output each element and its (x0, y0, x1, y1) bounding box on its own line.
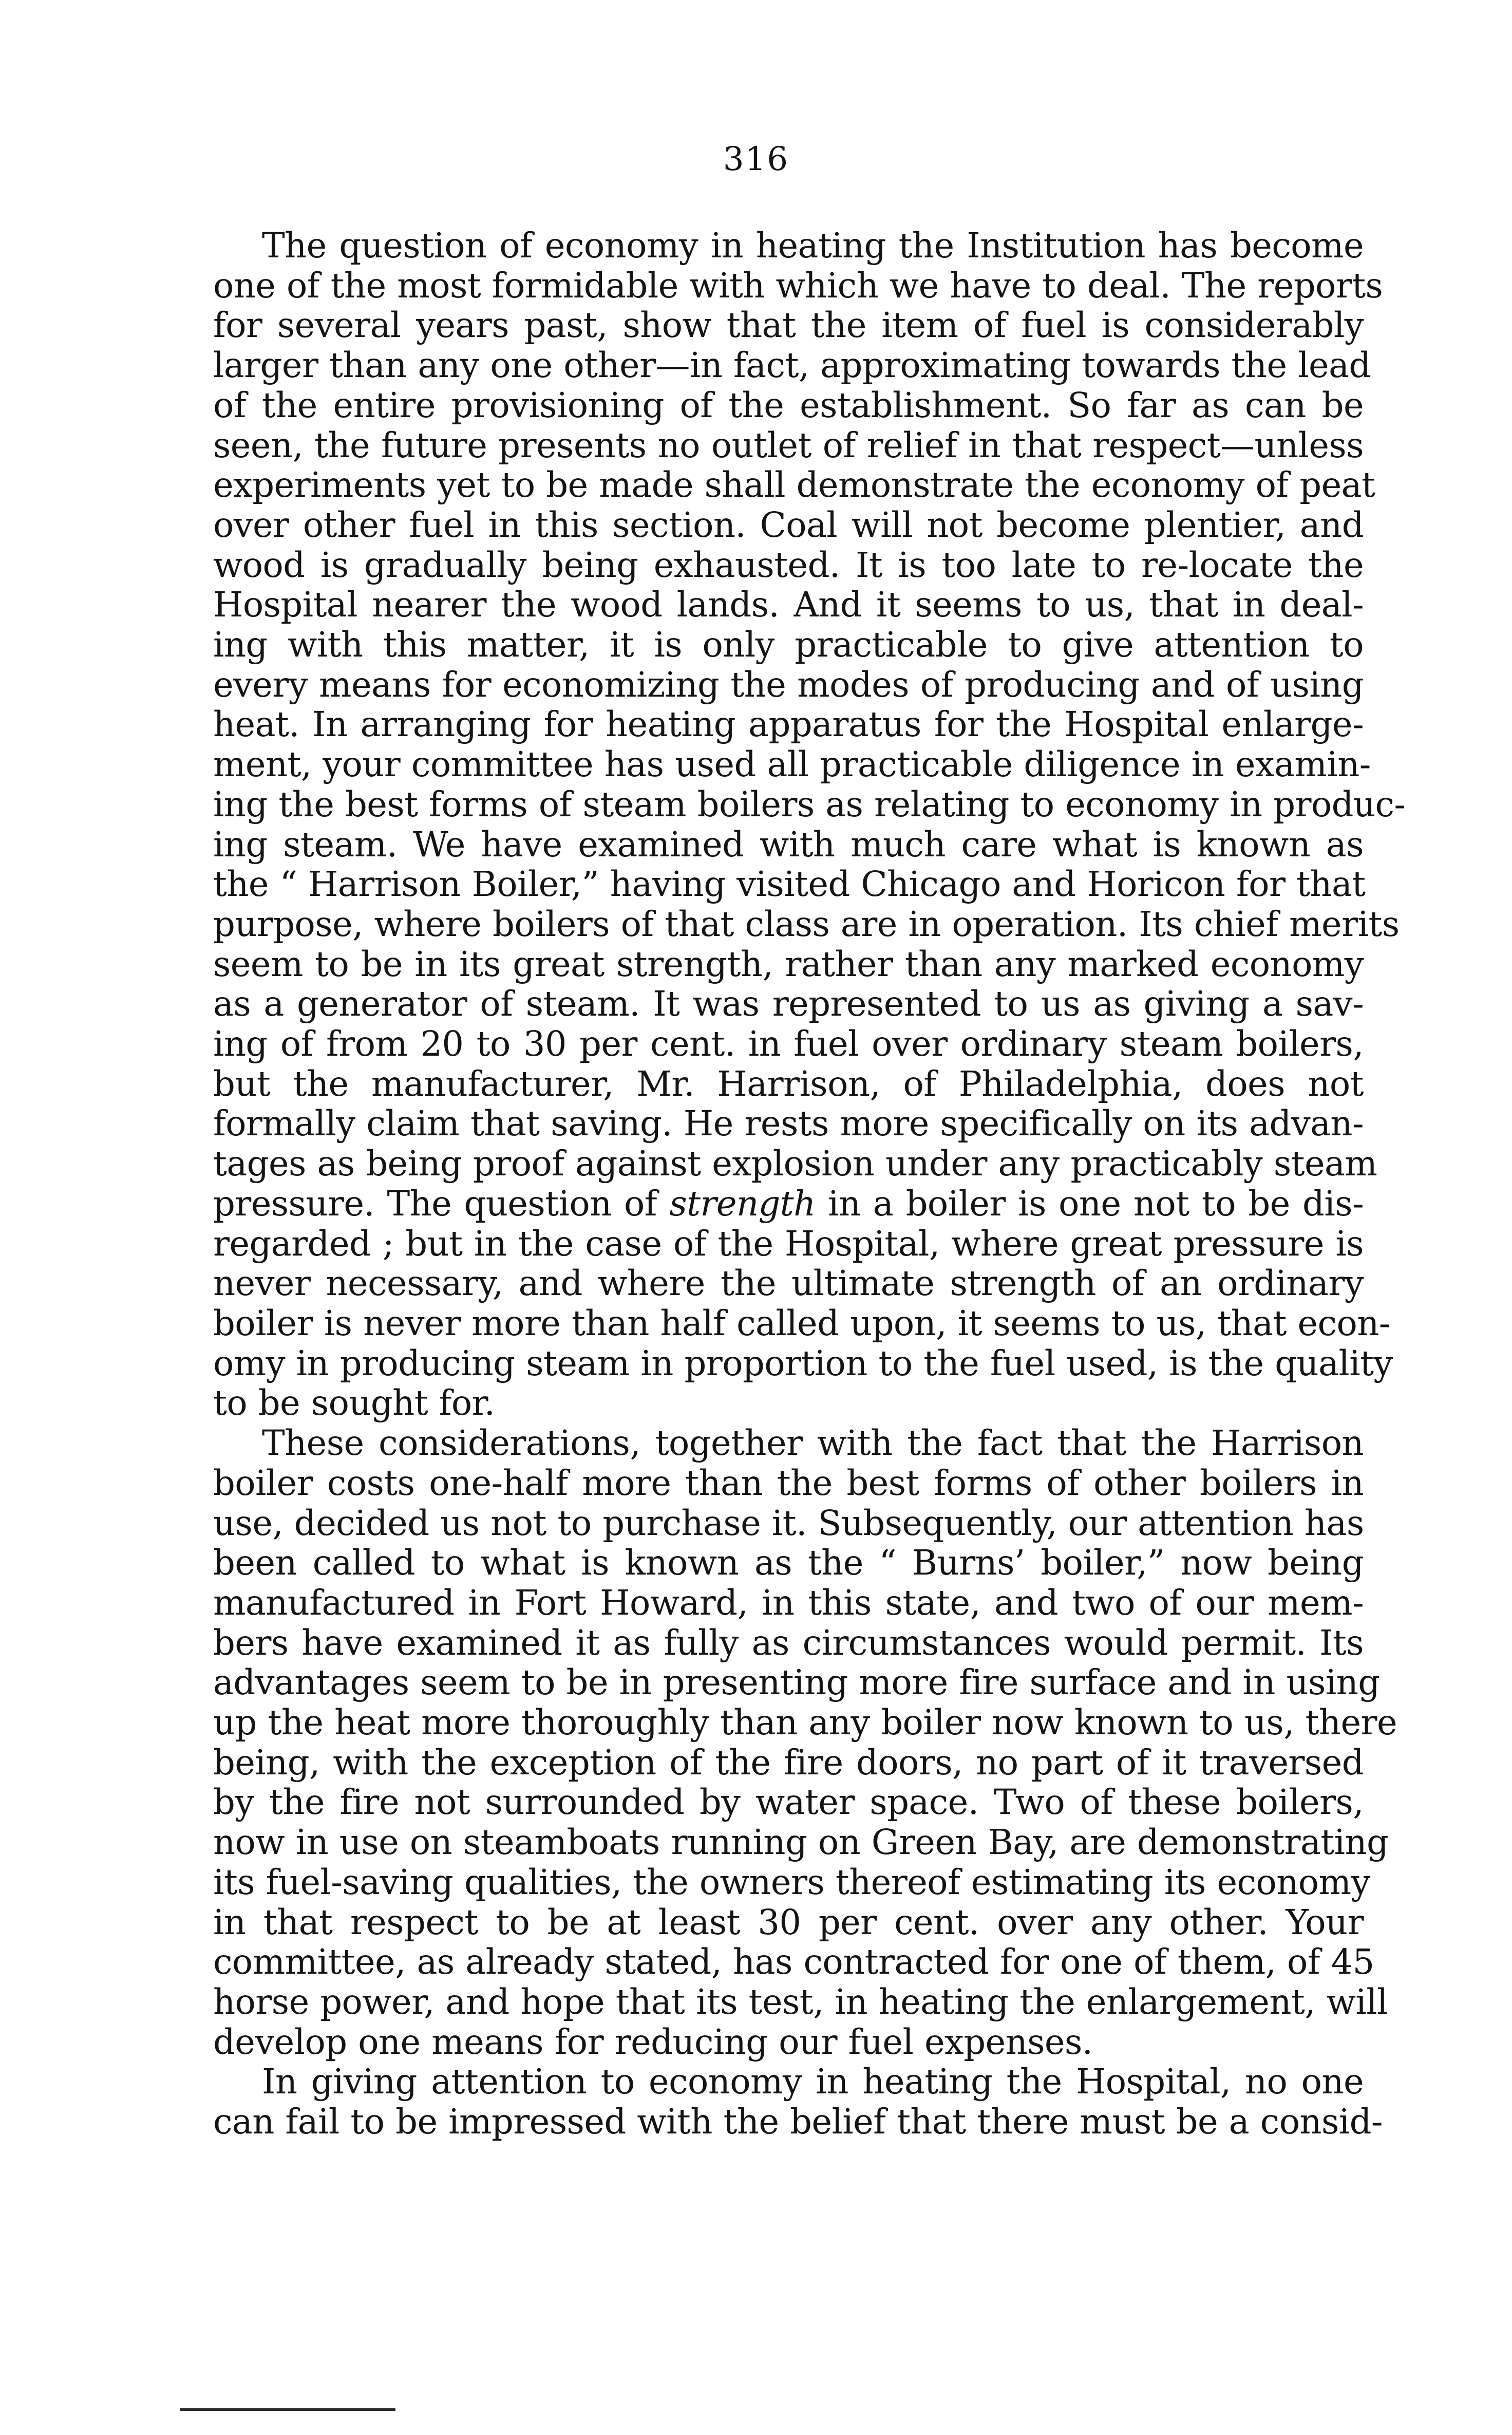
footer-rule (180, 2408, 395, 2411)
text-line: seen, the future presents no outlet of relief in that respect—unless (213, 425, 1364, 465)
text-line: The question of economy in heating the Institution has become (262, 226, 1364, 266)
text-line: can fail to be impressed with the belief that there must be a consid- (213, 2102, 1383, 2142)
text-line: These considerations, together with the fact that the Harrison (262, 1423, 1364, 1464)
text-line: tages as being proof against explosion under any practicably steam (213, 1144, 1377, 1184)
text-line: omy in producing steam in proportion to the fuel used, is the quality (213, 1343, 1393, 1383)
text-line: seem to be in its great strength, rather than any marked economy (213, 944, 1364, 984)
text-line: in that respect to be at least 30 per cent. over any other. Your (213, 1902, 1364, 1942)
text-line: to be sought for. (213, 1383, 495, 1423)
text-line: one of the most formidable with which we have to deal. The reports (213, 265, 1383, 306)
text-line: over other fuel in this section. Coal will not become plentier, and (213, 504, 1364, 545)
text-line: formally claim that saving. He rests more specifically on its advan- (213, 1103, 1364, 1144)
text-line: of the entire provisioning of the establishment. So far as can be (213, 385, 1364, 425)
text-line: Hospital nearer the wood lands. And it seems to us, that in deal- (213, 585, 1364, 625)
paragraph-2 (213, 1423, 1397, 2062)
text-line: for several years past, show that the item of fuel is considerably (213, 305, 1364, 346)
text-line: wood is gradually being exhausted. It is too late to re-locate the (213, 545, 1364, 585)
text-line: larger than any one other—in fact, approximating towards the lead (213, 345, 1371, 386)
text-line: being, with the exception of the fire doors, no part of it traversed (213, 1742, 1364, 1783)
text-line: ment, your committee has used all practicable diligence in examin- (213, 744, 1371, 785)
text-line: advantages seem to be in presenting more fire surface and in using (213, 1662, 1380, 1703)
paragraph-1 (213, 226, 1406, 1423)
text-line: In giving attention to economy in heating the Hospital, no one (262, 2062, 1364, 2102)
text-line: ing steam. We have examined with much care what is known as (213, 824, 1364, 865)
text-line: committee, as already stated, has contracted for one of them, of 45 (213, 1942, 1374, 1982)
text-line: ing with this matter, it is only practicable to give attention to (213, 625, 1364, 665)
text-line: boiler is never more than half called upon, it seems to us, that econ- (213, 1303, 1390, 1343)
text-line: ing the best forms of steam boilers as relating to economy in produc- (213, 784, 1406, 825)
text-line: use, decided us not to purchase it. Subsequently, our attention has (213, 1503, 1364, 1543)
text-line: as a generator of steam. It was represented to us as giving a sav- (213, 984, 1364, 1024)
text-line: bers have examined it as fully as circumstances would permit. Its (213, 1622, 1364, 1663)
text-line: been called to what is known as the “ Burns’ boiler,” now being (213, 1543, 1364, 1583)
text-line: regarded ; but in the case of the Hospital, where great pressure is (213, 1223, 1364, 1264)
text-line: its fuel-saving qualities, the owners thereof estimating its economy (213, 1862, 1370, 1902)
paragraph-3 (213, 2062, 1383, 2142)
text-line: ing of from 20 to 30 per cent. in fuel over ordinary steam boilers, (213, 1024, 1364, 1064)
text-line: pressure. The question of strength in a boiler is one not to be dis- (213, 1183, 1364, 1224)
text-line: boiler costs one-half more than the best forms of other boilers in (213, 1463, 1364, 1503)
text-line: but the manufacturer, Mr. Harrison, of Philadelphia, does not (213, 1063, 1364, 1104)
text-line: up the heat more thoroughly than any boiler now known to us, there (213, 1702, 1397, 1743)
text-line: never necessary, and where the ultimate strength of an ordinary (213, 1263, 1364, 1304)
text-line: the “ Harrison Boiler,” having visited Chicago and Horicon for that (213, 864, 1366, 905)
text-line: every means for economizing the modes of producing and of using (213, 664, 1364, 705)
text-line: by the fire not surrounded by water space. Two of these boilers, (213, 1782, 1364, 1823)
page-number: 316 (723, 140, 789, 178)
text-line: now in use on steamboats running on Green Bay, are demonstrating (213, 1822, 1389, 1863)
text-line: experiments yet to be made shall demonstrate the economy of peat (213, 465, 1375, 505)
text-line: purpose, where boilers of that class are in operation. Its chief merits (213, 904, 1400, 944)
text-line: develop one means for reducing our fuel expenses. (213, 2021, 1093, 2062)
text-line: heat. In arranging for heating apparatus for the Hospital enlarge- (213, 704, 1364, 745)
body-text (213, 226, 1406, 2142)
text-line: manufactured in Fort Howard, in this state, and two of our mem- (213, 1582, 1364, 1623)
text-line: horse power, and hope that its test, in heating the enlargement, will (213, 1981, 1388, 2022)
